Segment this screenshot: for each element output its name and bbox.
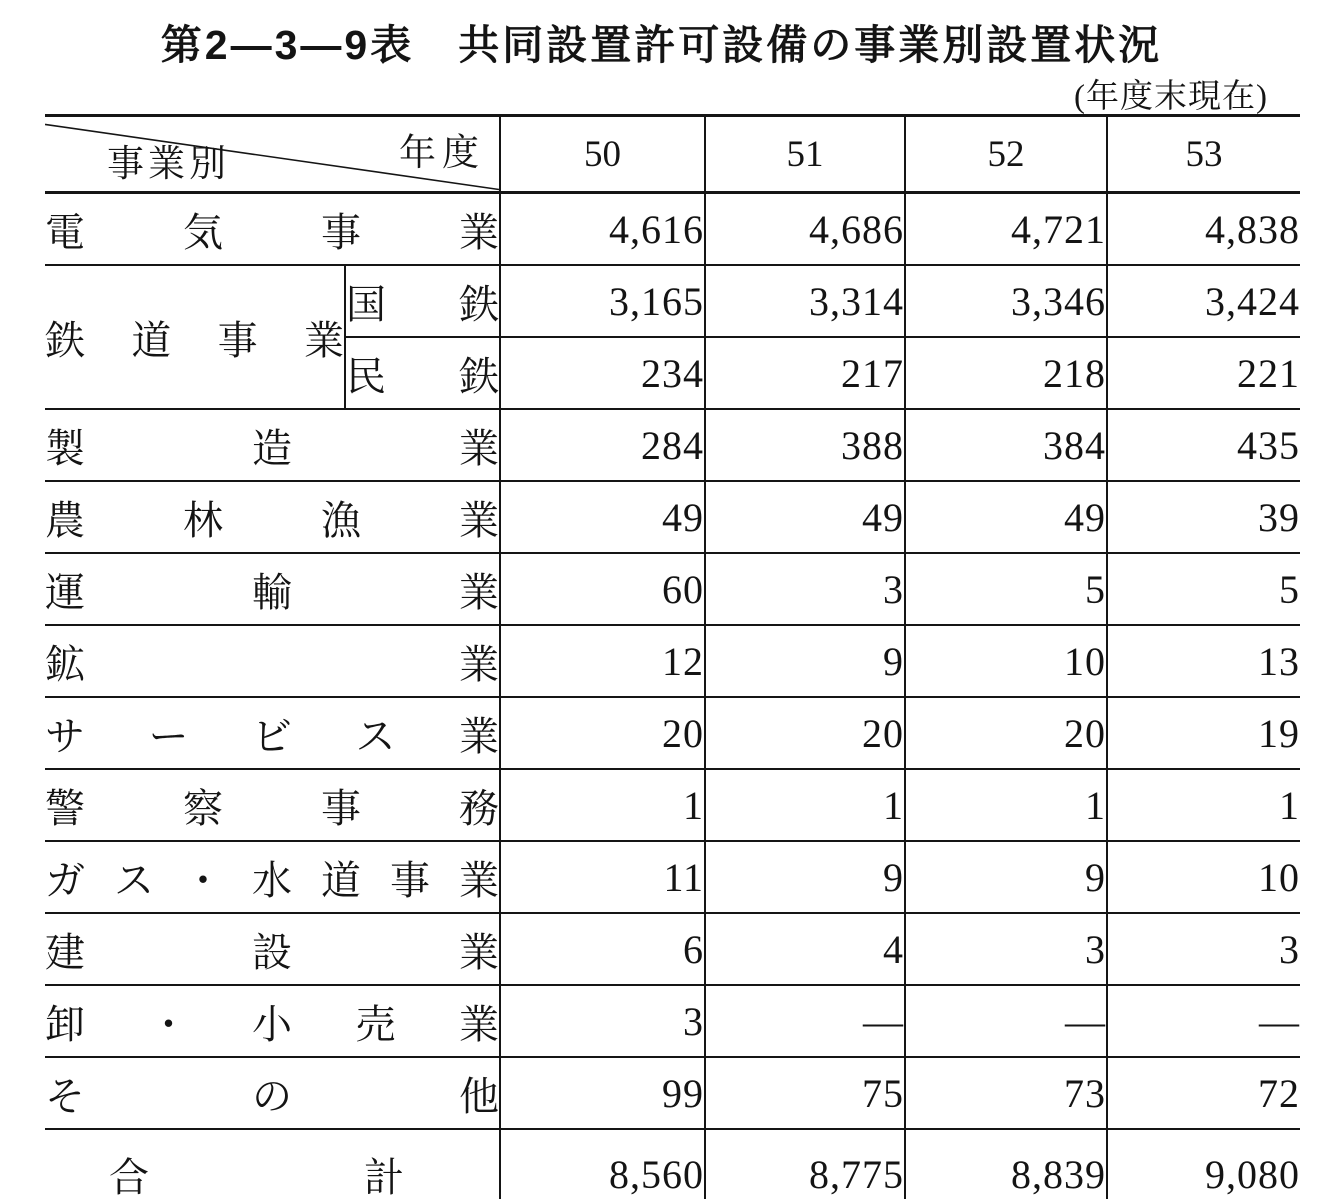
value-cell: 99: [500, 1057, 705, 1129]
value-cell: 234: [500, 337, 705, 409]
value-cell: 10: [1107, 841, 1300, 913]
row-label: 製造業: [45, 409, 500, 481]
value-cell: 3: [1107, 913, 1300, 985]
value-cell: 8,775: [705, 1129, 905, 1199]
table-row-railway-jnr: [45, 265, 1300, 337]
value-cell: 1: [905, 769, 1107, 841]
table-row-service: [45, 697, 1300, 769]
value-cell: 9: [705, 625, 905, 697]
value-cell: 1: [705, 769, 905, 841]
value-cell: 217: [705, 337, 905, 409]
header-row: [45, 116, 1300, 193]
sub-label: 民鉄: [345, 337, 500, 409]
value-cell: 9: [705, 841, 905, 913]
value-cell: 388: [705, 409, 905, 481]
group-label-railway: 鉄道事業: [45, 265, 345, 409]
data-table: [45, 114, 1300, 1199]
value-cell: 3,314: [705, 265, 905, 337]
row-label: 農林漁業: [45, 481, 500, 553]
value-cell: 384: [905, 409, 1107, 481]
row-label: 建設業: [45, 913, 500, 985]
value-cell: 4: [705, 913, 905, 985]
value-cell: 5: [905, 553, 1107, 625]
row-label: 電気事業: [45, 193, 500, 266]
table-row-total: [45, 1129, 1300, 1199]
value-cell: 20: [705, 697, 905, 769]
value-cell: 6: [500, 913, 705, 985]
year-header-51: 51: [705, 116, 905, 193]
value-cell: 3: [705, 553, 905, 625]
value-cell: 60: [500, 553, 705, 625]
table-row-agriculture: [45, 481, 1300, 553]
value-cell: 49: [905, 481, 1107, 553]
value-cell: 3,424: [1107, 265, 1300, 337]
table-row-police: [45, 769, 1300, 841]
value-cell: 11: [500, 841, 705, 913]
table-title: 第2—3—9表 共同設置許可設備の事業別設置状況: [160, 22, 1163, 68]
value-cell: 3: [905, 913, 1107, 985]
value-cell: 221: [1107, 337, 1300, 409]
value-cell: 4,838: [1107, 193, 1300, 266]
value-cell: 4,686: [705, 193, 905, 266]
value-cell: —: [1107, 985, 1300, 1057]
row-label: サービス業: [45, 697, 500, 769]
value-cell: 3: [500, 985, 705, 1057]
table-row-manufacturing: [45, 409, 1300, 481]
value-cell: 39: [1107, 481, 1300, 553]
row-label: ガス・水道事業: [45, 841, 500, 913]
value-cell: 19: [1107, 697, 1300, 769]
value-cell: 20: [905, 697, 1107, 769]
value-cell: 1: [1107, 769, 1300, 841]
value-cell: 12: [500, 625, 705, 697]
row-label: 合計: [45, 1129, 500, 1199]
year-header-53: 53: [1107, 116, 1300, 193]
table-row-others: [45, 1057, 1300, 1129]
table-row-gas-water: [45, 841, 1300, 913]
value-cell: 8,839: [905, 1129, 1107, 1199]
value-cell: 9,080: [1107, 1129, 1300, 1199]
corner-cell: [45, 116, 500, 193]
value-cell: 49: [705, 481, 905, 553]
row-label: その他: [45, 1057, 500, 1129]
value-cell: 20: [500, 697, 705, 769]
table-row-wholesale-retail: [45, 985, 1300, 1057]
corner-label-year: 年度: [399, 133, 485, 174]
value-cell: 3,165: [500, 265, 705, 337]
value-cell: 49: [500, 481, 705, 553]
value-cell: 72: [1107, 1057, 1300, 1129]
value-cell: 5: [1107, 553, 1300, 625]
value-cell: 13: [1107, 625, 1300, 697]
value-cell: 218: [905, 337, 1107, 409]
table-row-electric: [45, 193, 1300, 266]
value-cell: 10: [905, 625, 1107, 697]
sub-label: 国鉄: [345, 265, 500, 337]
value-cell: 75: [705, 1057, 905, 1129]
value-cell: 4,616: [500, 193, 705, 266]
year-header-50: 50: [500, 116, 705, 193]
value-cell: 4,721: [905, 193, 1107, 266]
value-cell: 73: [905, 1057, 1107, 1129]
year-header-52: 52: [905, 116, 1107, 193]
corner-label-business: 事業別: [107, 144, 230, 185]
table-subtitle: (年度末現在): [1074, 79, 1268, 115]
value-cell: 284: [500, 409, 705, 481]
table-row-construction: [45, 913, 1300, 985]
table-row-mining: [45, 625, 1300, 697]
value-cell: 3,346: [905, 265, 1107, 337]
value-cell: —: [905, 985, 1107, 1057]
value-cell: 1: [500, 769, 705, 841]
table-row-transport: [45, 553, 1300, 625]
row-label: 運輸業: [45, 553, 500, 625]
value-cell: —: [705, 985, 905, 1057]
value-cell: 8,560: [500, 1129, 705, 1199]
value-cell: 435: [1107, 409, 1300, 481]
value-cell: 9: [905, 841, 1107, 913]
row-label: 鉱業: [45, 625, 500, 697]
row-label: 卸・小売業: [45, 985, 500, 1057]
row-label: 警察事務: [45, 769, 500, 841]
